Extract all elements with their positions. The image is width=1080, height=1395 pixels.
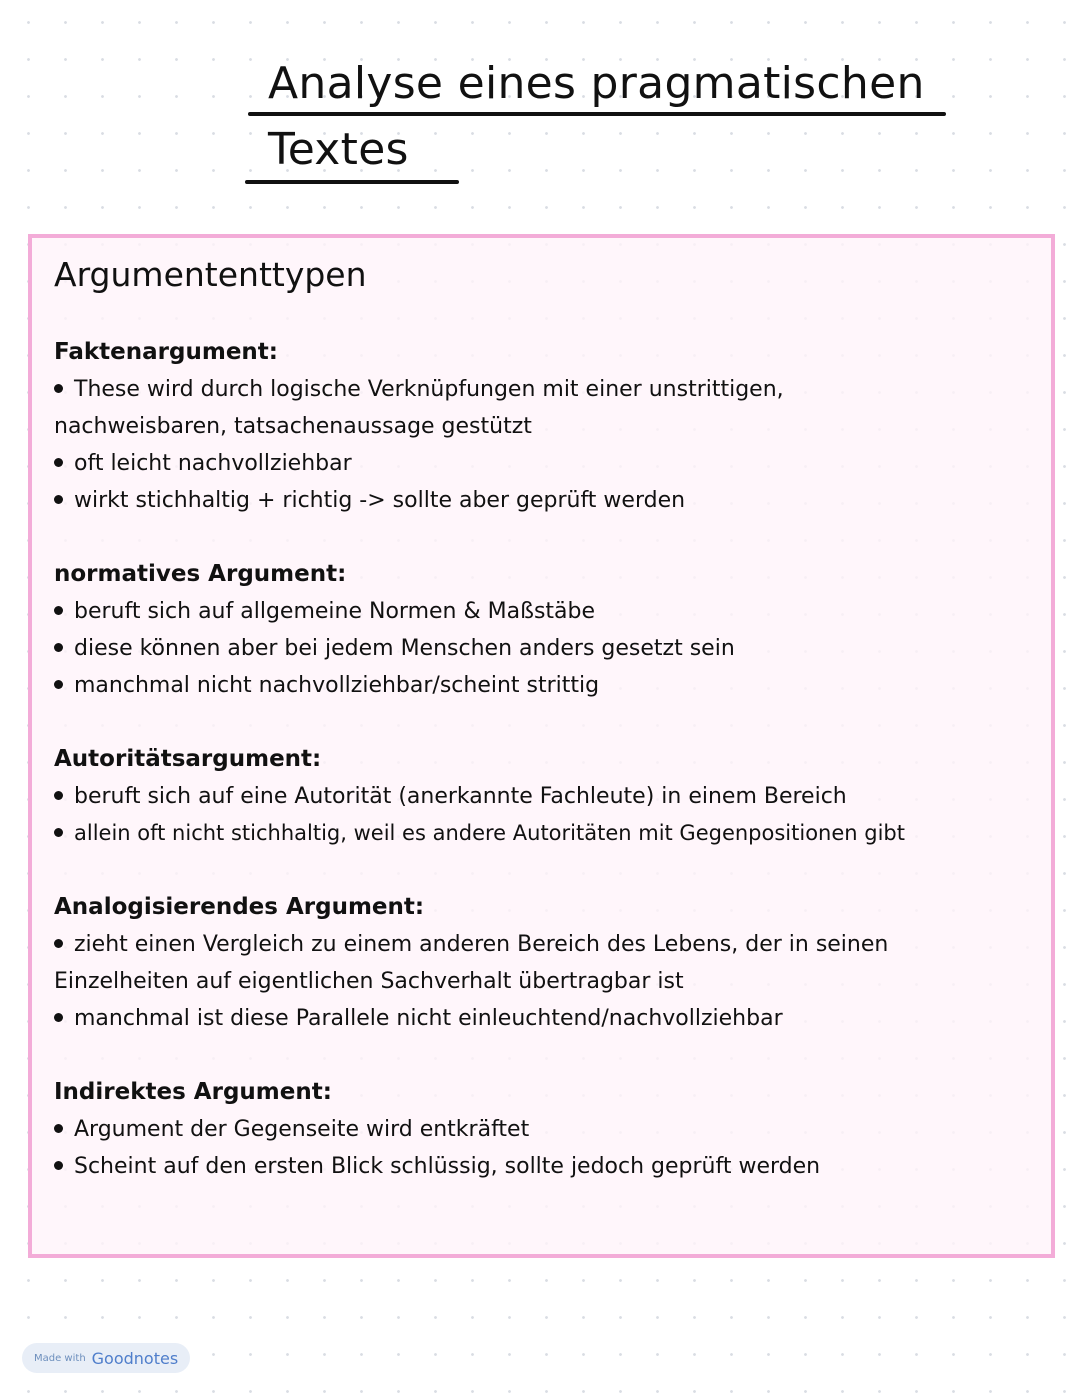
section-normatives-argument [54, 556, 1044, 704]
page-title-line-2: Textes [268, 124, 409, 175]
list-item: These wird durch logische Verknüpfungen mit einer unstrittigen, [54, 371, 1044, 408]
bullet-icon [54, 791, 63, 800]
list-item: beruft sich auf eine Autorität (anerkannte Fachleute) in einem Bereich [54, 778, 1044, 815]
bullet-icon [54, 680, 63, 689]
list-item: wirkt stichhaltig + richtig -> sollte aber geprüft werden [54, 482, 1044, 519]
section-autoritaetsargument [54, 741, 1044, 852]
bullet-icon [54, 1124, 63, 1133]
bullet-icon [54, 1013, 63, 1022]
bullet-icon [54, 1161, 63, 1170]
bullet-icon [54, 495, 63, 504]
list-item: allein oft nicht stichhaltig, weil es andere Autoritäten mit Gegenpositionen gibt [54, 815, 1044, 852]
list-item-continuation: Einzelheiten auf eigentlichen Sachverhalt übertragbar ist [54, 969, 684, 994]
list-item: beruft sich auf allgemeine Normen & Maßstäbe [54, 593, 1044, 630]
list-item: oft leicht nachvollziehbar [54, 445, 1044, 482]
argument-types-card [28, 234, 1055, 1258]
section-analogisierendes-argument [54, 889, 1044, 1037]
title-underline-1 [248, 112, 946, 116]
list-item-continuation: nachweisbaren, tatsachenaussage gestützt [54, 414, 532, 439]
card-heading: Argumententtypen [54, 255, 367, 294]
section-indirektes-argument [54, 1074, 1044, 1185]
list-item: Scheint auf den ersten Blick schlüssig, sollte jedoch geprüft werden [54, 1148, 1044, 1185]
list-item: diese können aber bei jedem Menschen anders gesetzt sein [54, 630, 1044, 667]
section-heading: Indirektes Argument: [54, 1079, 332, 1105]
list-item: Argument der Gegenseite wird entkräftet [54, 1111, 1044, 1148]
section-heading: Autoritätsargument: [54, 746, 322, 772]
bullet-icon [54, 458, 63, 467]
title-underline-2 [245, 180, 459, 184]
section-heading: normatives Argument: [54, 561, 347, 587]
list-item: manchmal ist diese Parallele nicht einleuchtend/nachvollziehbar [54, 1000, 1044, 1037]
bullet-icon [54, 384, 63, 393]
bullet-icon [54, 828, 63, 837]
section-heading: Faktenargument: [54, 339, 278, 365]
bullet-icon [54, 606, 63, 615]
list-item: manchmal nicht nachvollziehbar/scheint strittig [54, 667, 1044, 704]
page-title-line-1: Analyse eines pragmatischen [268, 58, 925, 109]
list-item: zieht einen Vergleich zu einem anderen Bereich des Lebens, der in seinen [54, 926, 1044, 963]
section-faktenargument [54, 334, 1044, 519]
section-heading: Analogisierendes Argument: [54, 894, 425, 920]
badge-prefix: Made with [34, 1352, 86, 1364]
goodnotes-logo-text: Goodnotes [91, 1348, 179, 1368]
made-with-goodnotes-badge [22, 1343, 190, 1373]
bullet-icon [54, 939, 63, 948]
bullet-icon [54, 643, 63, 652]
